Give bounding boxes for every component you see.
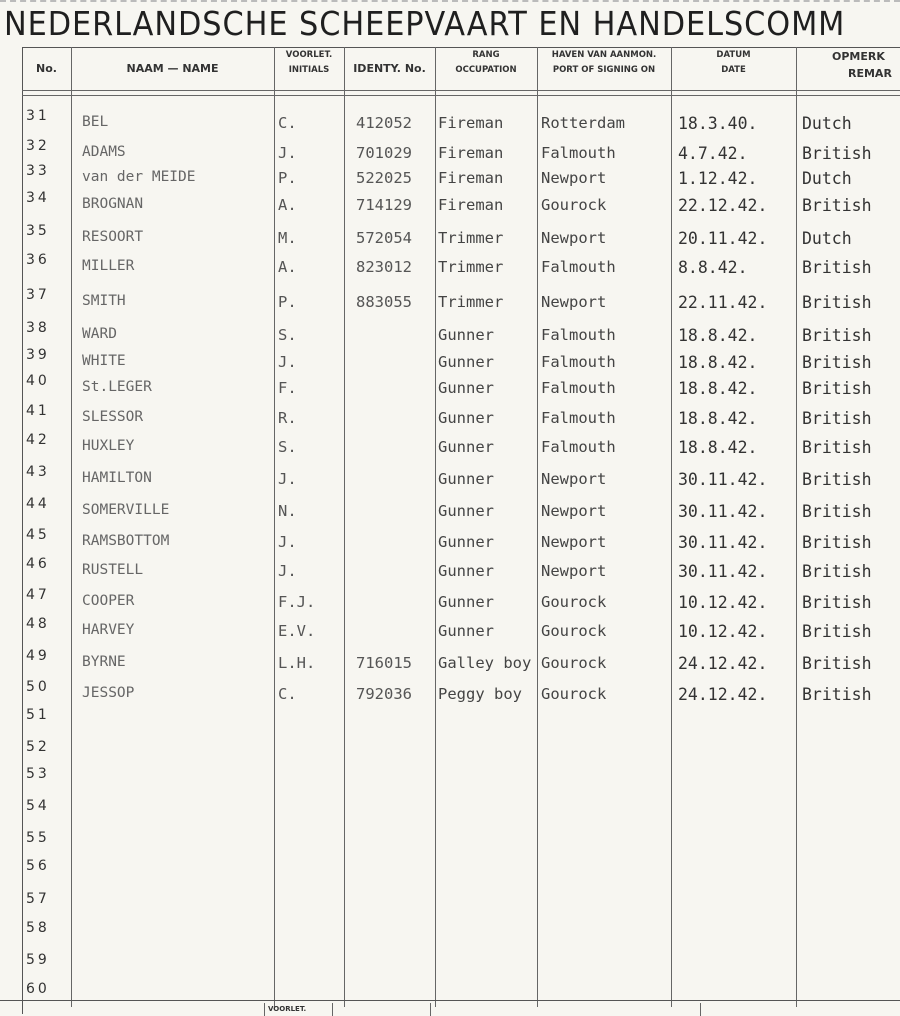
column-divider [796, 47, 797, 1007]
cell-name: COOPER [82, 593, 135, 609]
cell-date: 18.8.42. [678, 379, 758, 398]
cell-remarks: Dutch [802, 169, 852, 188]
cell-port: Falmouth [541, 409, 616, 427]
cell-ident: 716015 [356, 654, 412, 672]
cell-ident: 883055 [356, 293, 412, 311]
cell-name: van der MEIDE [82, 169, 196, 185]
header-rank-en: OCCUPATION [455, 64, 517, 75]
cell-port: Falmouth [541, 144, 616, 162]
cell-remarks: Dutch [802, 114, 852, 133]
cell-name: WARD [82, 326, 117, 342]
page-title: NEDERLANDSCHE SCHEEPVAART EN HANDELSCOMM [4, 4, 846, 43]
cell-name: SLESSOR [82, 409, 144, 425]
cell-port: Newport [541, 293, 607, 311]
column-divider [71, 47, 72, 1007]
cell-port: Newport [541, 533, 607, 551]
row-number: 45 [26, 527, 50, 543]
cell-remarks: British [802, 533, 872, 552]
cell-name: HUXLEY [82, 438, 135, 454]
row-number: 38 [26, 320, 50, 336]
cell-ident: 701029 [356, 144, 412, 162]
cell-port: Rotterdam [541, 114, 625, 132]
cell-date: 1.12.42. [678, 169, 758, 188]
cell-name: ADAMS [82, 144, 126, 160]
row-number: 51 [26, 707, 50, 723]
cell-ident: 412052 [356, 114, 412, 132]
cell-occupation: Fireman [438, 144, 504, 162]
cell-occupation: Gunner [438, 438, 494, 456]
cell-remarks: Dutch [802, 229, 852, 248]
cell-port: Falmouth [541, 258, 616, 276]
cell-initials: S. [278, 438, 297, 456]
cell-initials: N. [278, 502, 297, 520]
cell-date: 20.11.42. [678, 229, 768, 248]
top-rule [0, 0, 900, 2]
header-remarks-nl: OPMERK [832, 50, 885, 63]
cell-remarks: British [802, 562, 872, 581]
cell-name: JESSOP [82, 685, 135, 701]
row-number: 60 [26, 981, 50, 997]
row-number: 39 [26, 347, 50, 363]
row-number: 58 [26, 920, 50, 936]
row-number: 52 [26, 739, 50, 755]
header-date-nl: DATUM [716, 50, 751, 60]
cell-ident: 823012 [356, 258, 412, 276]
cell-occupation: Gunner [438, 593, 494, 611]
cell-initials: S. [278, 326, 297, 344]
cell-remarks: British [802, 379, 872, 398]
footer-divider [430, 1003, 431, 1016]
column-divider [344, 47, 345, 1007]
cell-initials: P. [278, 169, 297, 187]
cell-date: 10.12.42. [678, 593, 768, 612]
cell-occupation: Gunner [438, 470, 494, 488]
cell-occupation: Gunner [438, 409, 494, 427]
cell-remarks: British [802, 196, 872, 215]
cell-remarks: British [802, 293, 872, 312]
header-initials-nl: VOORLET. [285, 50, 333, 60]
cell-date: 30.11.42. [678, 562, 768, 581]
row-number: 55 [26, 830, 50, 846]
cell-port: Gourock [541, 196, 607, 214]
cell-name: MILLER [82, 258, 135, 274]
cell-initials: M. [278, 229, 297, 247]
row-number: 57 [26, 891, 50, 907]
footer-divider [332, 1003, 333, 1016]
row-number: 49 [26, 648, 50, 664]
footer-label: VOORLET. [268, 1005, 307, 1013]
cell-initials: J. [278, 562, 297, 580]
cell-initials: F.J. [278, 593, 316, 611]
cell-name: HAMILTON [82, 470, 152, 486]
row-number: 53 [26, 766, 50, 782]
row-number: 36 [26, 252, 50, 268]
cell-ident: 714129 [356, 196, 412, 214]
cell-initials: J. [278, 533, 297, 551]
cell-date: 24.12.42. [678, 654, 768, 673]
cell-occupation: Trimmer [438, 229, 504, 247]
header-rank [435, 50, 537, 75]
header-name: NAAM — NAME [126, 62, 219, 75]
cell-initials: A. [278, 258, 297, 276]
row-number: 42 [26, 432, 50, 448]
cell-occupation: Gunner [438, 533, 494, 551]
cell-date: 18.8.42. [678, 409, 758, 428]
row-number: 54 [26, 798, 50, 814]
cell-initials: C. [278, 685, 297, 703]
cell-date: 18.3.40. [678, 114, 758, 133]
cell-occupation: Galley boy [438, 654, 532, 672]
footer-divider [700, 1003, 701, 1016]
cell-name: St.LEGER [82, 379, 152, 395]
cell-remarks: British [802, 326, 872, 345]
row-number: 37 [26, 287, 50, 303]
row-number: 47 [26, 587, 50, 603]
cell-initials: P. [278, 293, 297, 311]
row-number: 33 [26, 163, 50, 179]
cell-port: Newport [541, 470, 607, 488]
cell-remarks: British [802, 654, 872, 673]
row-number: 46 [26, 556, 50, 572]
footer-divider [264, 1003, 265, 1016]
header-date [671, 50, 796, 75]
row-number: 48 [26, 616, 50, 632]
cell-name: RUSTELL [82, 562, 144, 578]
column-divider [671, 47, 672, 1007]
cell-occupation: Trimmer [438, 293, 504, 311]
cell-name: WHITE [82, 353, 126, 369]
row-number: 44 [26, 496, 50, 512]
cell-date: 10.12.42. [678, 622, 768, 641]
row-number: 43 [26, 464, 50, 480]
cell-name: SMITH [82, 293, 126, 309]
column-divider [435, 47, 436, 1007]
cell-port: Gourock [541, 685, 607, 703]
cell-occupation: Peggy boy [438, 685, 522, 703]
cell-occupation: Fireman [438, 114, 504, 132]
header-remarks [796, 50, 900, 81]
cell-remarks: British [802, 258, 872, 277]
cell-initials: E.V. [278, 622, 316, 640]
cell-occupation: Fireman [438, 196, 504, 214]
cell-port: Newport [541, 229, 607, 247]
cell-port: Gourock [541, 654, 607, 672]
register-table [22, 47, 900, 1014]
bottom-rule [0, 1000, 900, 1001]
cell-date: 18.8.42. [678, 326, 758, 345]
cell-initials: L.H. [278, 654, 316, 672]
row-number: 56 [26, 858, 50, 874]
cell-initials: J. [278, 144, 297, 162]
cell-remarks: British [802, 685, 872, 704]
cell-name: RAMSBOTTOM [82, 533, 170, 549]
row-number: 41 [26, 403, 50, 419]
header-remarks-en: REMAR [848, 66, 892, 80]
cell-port: Falmouth [541, 379, 616, 397]
cell-occupation: Trimmer [438, 258, 504, 276]
header-initials-en: INITIALS [288, 64, 330, 75]
cell-remarks: British [802, 144, 872, 163]
cell-port: Falmouth [541, 326, 616, 344]
row-number: 32 [26, 138, 50, 154]
cell-occupation: Gunner [438, 326, 494, 344]
cell-initials: J. [278, 470, 297, 488]
cell-initials: C. [278, 114, 297, 132]
cell-occupation: Gunner [438, 379, 494, 397]
cell-date: 22.11.42. [678, 293, 768, 312]
cell-port: Falmouth [541, 353, 616, 371]
cell-port: Newport [541, 502, 607, 520]
row-number: 35 [26, 223, 50, 239]
cell-remarks: British [802, 622, 872, 641]
cell-port: Newport [541, 169, 607, 187]
cell-name: BROGNAN [82, 196, 144, 212]
cell-ident: 522025 [356, 169, 412, 187]
cell-remarks: British [802, 353, 872, 372]
cell-date: 24.12.42. [678, 685, 768, 704]
cell-port: Gourock [541, 593, 607, 611]
cell-date: 18.8.42. [678, 353, 758, 372]
header-date-en: DATE [721, 64, 746, 75]
cell-occupation: Fireman [438, 169, 504, 187]
cell-occupation: Gunner [438, 562, 494, 580]
cell-ident: 572054 [356, 229, 412, 247]
header-ident: IDENTY. No. [353, 62, 426, 75]
cell-name: BEL [82, 114, 109, 130]
cell-initials: F. [278, 379, 297, 397]
header-port [537, 50, 671, 75]
header-port-en: PORT OF SIGNING ON [552, 64, 656, 75]
cell-occupation: Gunner [438, 353, 494, 371]
cell-name: BYRNE [82, 654, 126, 670]
row-number: 50 [26, 679, 50, 695]
cell-initials: R. [278, 409, 297, 427]
cell-name: HARVEY [82, 622, 135, 638]
column-divider [537, 47, 538, 1007]
cell-occupation: Gunner [438, 622, 494, 640]
cell-name: SOMERVILLE [82, 502, 170, 518]
header-rule [22, 90, 900, 96]
row-number: 34 [26, 190, 50, 206]
header-no: No. [36, 62, 57, 75]
header-rank-nl: RANG [472, 50, 500, 60]
row-number: 59 [26, 952, 50, 968]
cell-ident: 792036 [356, 685, 412, 703]
cell-date: 30.11.42. [678, 533, 768, 552]
cell-remarks: British [802, 438, 872, 457]
cell-date: 30.11.42. [678, 502, 768, 521]
cell-date: 30.11.42. [678, 470, 768, 489]
cell-remarks: British [802, 593, 872, 612]
cell-date: 22.12.42. [678, 196, 768, 215]
cell-port: Newport [541, 562, 607, 580]
cell-remarks: British [802, 502, 872, 521]
cell-occupation: Gunner [438, 502, 494, 520]
column-divider [274, 47, 275, 1007]
cell-remarks: British [802, 470, 872, 489]
cell-initials: A. [278, 196, 297, 214]
cell-name: RESOORT [82, 229, 144, 245]
cell-date: 8.8.42. [678, 258, 748, 277]
cell-initials: J. [278, 353, 297, 371]
row-number: 40 [26, 373, 50, 389]
header-initials [274, 50, 344, 75]
row-number: 31 [26, 108, 50, 124]
cell-port: Falmouth [541, 438, 616, 456]
header-port-nl: HAVEN VAN AANMON. [551, 50, 657, 60]
cell-remarks: British [802, 409, 872, 428]
cell-date: 4.7.42. [678, 144, 748, 163]
cell-date: 18.8.42. [678, 438, 758, 457]
cell-port: Gourock [541, 622, 607, 640]
